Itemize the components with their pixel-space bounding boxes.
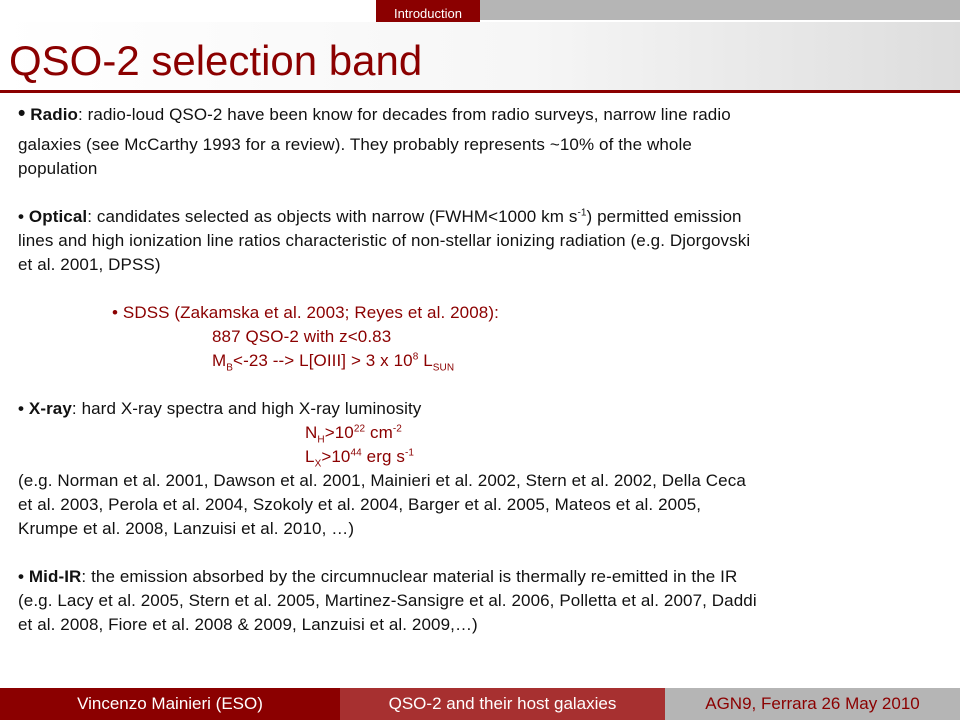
xray-lx (18, 445, 948, 469)
section-tab-strip (480, 0, 960, 20)
spacer (18, 277, 948, 301)
spacer (18, 373, 948, 397)
footer-talk-title: QSO-2 and their host galaxies (340, 688, 665, 720)
bullet-icon: • (18, 399, 25, 418)
xray-ref-1: (e.g. Norman et al. 2001, Dawson et al. 2001, Mainieri et al. 2002, Stern et al. 2002, Della Ceca (18, 471, 746, 490)
spacer (18, 541, 948, 565)
nh-sub: H (317, 434, 325, 446)
radio-line-2: galaxies (see McCarthy 1993 for a review). They probably represents ~10% of the whole (18, 135, 692, 154)
lx-value: >10 (321, 447, 351, 466)
nh-unit-exp: -2 (392, 423, 402, 435)
xray-line-1 (18, 397, 948, 421)
slide-title: QSO-2 selection band (9, 37, 423, 84)
sdss-line-3 (18, 349, 948, 373)
nh-value: >10 (324, 423, 354, 442)
midir-label: Mid-IR (28, 567, 82, 586)
sdss-sup: 8 (412, 351, 419, 363)
spacer (18, 181, 948, 205)
optical-label: Optical (28, 207, 88, 226)
optical-line-3: et al. 2001, DPSS) (18, 255, 161, 274)
nh-symbol: N (305, 423, 318, 442)
optical-text-1a: : candidates selected as objects with narrow (FWHM<1000 km s (87, 207, 578, 226)
footer-event: AGN9, Ferrara 26 May 2010 (665, 688, 960, 720)
sdss-line-1: • SDSS (Zakamska et al. 2003; Reyes et al. 2008): (112, 303, 499, 322)
midir-line-2: (e.g. Lacy et al. 2005, Stern et al. 2005, Martinez-Sansigre et al. 2006, Polletta et al. 2007, Daddi (18, 591, 757, 610)
section-tab-introduction: Introduction (376, 0, 480, 22)
optical-text-1b: ) permitted emission (586, 207, 742, 226)
sdss-mb: M (212, 351, 227, 370)
sdss-sun-sub: SUN (432, 362, 455, 374)
xray-label: X-ray (28, 399, 72, 418)
optical-line-2: lines and high ionization line ratios characteristic of non-stellar ionizing radiation (e.g. Djorgovski (18, 231, 751, 250)
bullet-icon: • (18, 102, 26, 125)
radio-line-3: population (18, 159, 98, 178)
section-tab-bar (376, 0, 960, 22)
lx-sub: X (314, 458, 322, 470)
lx-exp: 44 (350, 447, 362, 459)
bullet-icon: • (18, 207, 25, 226)
bullet-icon: • (18, 567, 25, 586)
sdss-line-2: 887 QSO-2 with z<0.83 (212, 327, 392, 346)
sdss-lsun: L (418, 351, 433, 370)
midir-line-3: et al. 2008, Fiore et al. 2008 & 2009, Lanzuisi et al. 2009,…) (18, 615, 478, 634)
midir-line-1 (18, 565, 948, 589)
xray-ref-3: Krumpe et al. 2008, Lanzuisi et al. 2010, …) (18, 519, 355, 538)
xray-ref-2: et al. 2003, Perola et al. 2004, Szokoly et al. 2004, Barger et al. 2005, Mateos et al. 2005, (18, 495, 702, 514)
slide-content (18, 96, 948, 637)
lx-symbol: L (305, 447, 315, 466)
radio-line-1 (18, 96, 948, 133)
radio-label: Radio (30, 105, 79, 124)
footer-bar (0, 688, 960, 720)
xray-text-1: : hard X-ray spectra and high X-ray luminosity (71, 399, 422, 418)
title-rule (0, 90, 960, 93)
radio-text-1: : radio-loud QSO-2 have been know for decades from radio surveys, narrow line radio (78, 105, 731, 124)
nh-exp: 22 (353, 423, 366, 435)
sdss-text: <-23 --> L[OIII] > 3 x 10 (233, 351, 413, 370)
midir-text-1: : the emission absorbed by the circumnuclear material is thermally re-emitted in the IR (81, 567, 738, 586)
lx-unit: erg s (361, 447, 405, 466)
sdss-mb-sub: B (226, 362, 234, 374)
optical-line-1 (18, 205, 948, 229)
optical-superscript: -1 (577, 207, 587, 219)
lx-unit-exp: -1 (404, 447, 415, 459)
footer-author: Vincenzo Mainieri (ESO) (0, 688, 340, 720)
nh-unit: cm (365, 423, 393, 442)
xray-nh (18, 421, 948, 445)
